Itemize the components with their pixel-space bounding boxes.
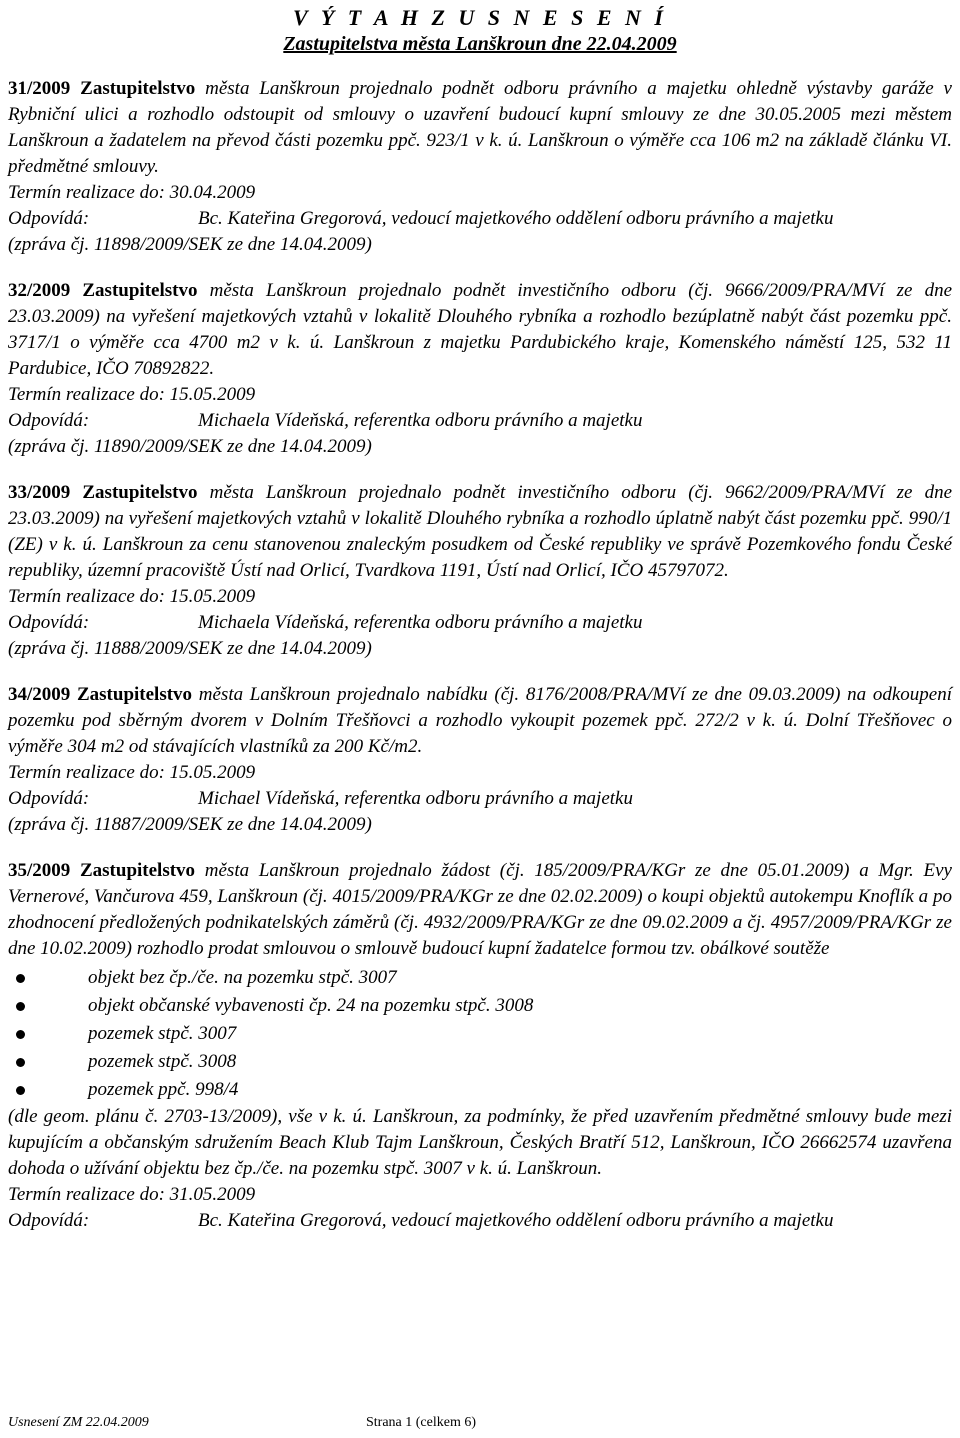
resolution-text: 31/2009 Zastupitelstvo města Lanškroun projednalo podnět odboru právního a majetku ohledně výstavby garáže v Rybniční ulici a rozhodlo odstoupit od smlouvy o uzavření budoucí kupní smlouvy ze dne 30.05.2005 mezi městem Lanškroun a žadatelem na převod části pozemku ppč. 923/1 v k. ú. Lanškroun o výměře cca 106 m2 na základě článku VI. předmětné smlouvy.: [8, 78, 952, 177]
responsible-label: Odpovídá:: [8, 1210, 90, 1231]
document-page: [8, 0, 952, 1234]
responsible: [8, 408, 952, 434]
resolution-text: 32/2009 Zastupitelstvo města Lanškroun projednalo podnět investičního odboru (čj. 9666/2009/PRA/MVí ze dne 23.03.2009) na vyřešení majetkových vztahů v lokalitě Dlouhého rybníka a rozhodlo bezúplatně nabýt část pozemku ppč. 3717/1 o výměře cca 4700 m2 v k. ú. Lanškroun z majetku Pardubického kraje, Komenského náměstí 125, 532 11 Pardubice, IČO 70892822.: [8, 280, 953, 379]
deadline: Termín realizace do: 30.04.2009: [8, 182, 256, 203]
document-subtitle: Zastupitelstva města Lanškroun dne 22.04.2009: [283, 33, 677, 55]
resolution-text: 34/2009 Zastupitelstvo města Lanškroun projednalo nabídku (čj. 8176/2008/PRA/MVí ze dne 09.03.2009) na odkoupení pozemku pod sběrným dvorem v Dolním Třešňovci a rozhodlo vykoupit pozemek ppč. 272/2 v k. ú. Dolní Třešňovec o výměře 304 m2 od stávajících vlastníků za 200 Kč/m2.: [8, 684, 952, 757]
resolution-number: 31/2009 Zastupitelstvo: [8, 78, 196, 99]
report-reference: (zpráva čj. 11890/2009/SEK ze dne 14.04.2009): [8, 436, 372, 457]
footer-document-ref: Usnesení ZM 22.04.2009: [8, 1415, 149, 1430]
responsible: [8, 786, 952, 812]
responsible-person: Michael Vídeňská, referentka odboru právního a majetku: [198, 788, 633, 809]
report-reference: (zpráva čj. 11887/2009/SEK ze dne 14.04.2009): [8, 814, 372, 835]
deadline: Termín realizace do: 15.05.2009: [8, 384, 256, 405]
resolution-item-32: [8, 278, 952, 460]
responsible-person: Bc. Kateřina Gregorová, vedoucí majetkového oddělení odboru právního a majetku: [198, 1210, 834, 1231]
deadline: Termín realizace do: 15.05.2009: [8, 586, 256, 607]
deadline: Termín realizace do: 15.05.2009: [8, 762, 256, 783]
list-item: pozemek stpč. 3007: [88, 1020, 952, 1048]
responsible-person: Michaela Vídeňská, referentka odboru právního a majetku: [198, 410, 643, 431]
deadline: Termín realizace do: 31.05.2009: [8, 1184, 256, 1205]
resolution-number: 33/2009 Zastupitelstvo: [8, 482, 198, 503]
resolution-item-34: [8, 682, 952, 838]
responsible-label: Odpovídá:: [8, 208, 90, 229]
list-item: objekt občanské vybavenosti čp. 24 na pozemku stpč. 3008: [88, 992, 952, 1020]
responsible-label: Odpovídá:: [8, 788, 90, 809]
responsible-label: Odpovídá:: [8, 410, 90, 431]
responsible-label: Odpovídá:: [8, 612, 90, 633]
page-footer: [8, 1415, 477, 1431]
document-title: V Ý T A H Z U S N E S E N Í: [293, 5, 667, 30]
resolution-item-31: [8, 76, 952, 258]
resolution-text: 33/2009 Zastupitelstvo města Lanškroun projednalo podnět investičního odboru (čj. 9662/2009/PRA/MVí ze dne 23.03.2009) na vyřešení majetkových vztahů v lokalitě Dlouhého rybníka a rozhodlo úplatně nabýt část pozemku ppč. 990/1 (ZE) v k. ú. Lanškroun za cenu stanovenou znaleckým posudkem od České republiky ve správě Pozemkového fondu České republiky, územní pracoviště Ústí nad Orlicí, Tvardkova 1191, Ústí nad Orlicí, IČO 45797072.: [8, 482, 953, 581]
responsible: [8, 610, 952, 636]
resolution-number: 35/2009 Zastupitelstvo: [8, 860, 196, 881]
list-item: objekt bez čp./če. na pozemku stpč. 3007: [88, 964, 952, 992]
report-reference: (zpráva čj. 11898/2009/SEK ze dne 14.04.2009): [8, 234, 372, 255]
resolution-text: 35/2009 Zastupitelstvo města Lanškroun projednalo žádost (čj. 185/2009/PRA/KGr ze dne 05.01.2009) a Mgr. Evy Vernerové, Vančurova 459, Lanškroun (čj. 4015/2009/PRA/KGr ze dne 02.02.2009) o koupi objektů autokempu Knoflík a po zhodnocení předložených podnikatelských záměrů (čj. 4932/2009/PRA/KGr ze dne 09.02.2009 a čj. 4957/2009/PRA/KGr ze dne 10.02.2009) rozhodlo prodat smlouvou o smlouvě budoucí kupní žadatelce formou tzv. obálkové soutěže: [8, 860, 952, 959]
responsible: [8, 1208, 952, 1234]
resolution-item-35: [8, 858, 952, 1234]
resolution-number: 34/2009 Zastupitelstvo: [8, 684, 193, 705]
list-item: pozemek stpč. 3008: [88, 1048, 952, 1076]
object-list: [8, 964, 952, 1104]
report-reference: (zpráva čj. 11888/2009/SEK ze dne 14.04.2009): [8, 638, 372, 659]
page-number: Strana 1 (celkem 6): [366, 1415, 477, 1430]
responsible-person: Bc. Kateřina Gregorová, vedoucí majetkového oddělení odboru právního a majetku: [198, 208, 834, 229]
resolution-number: 32/2009 Zastupitelstvo: [8, 280, 198, 301]
list-item: pozemek ppč. 998/4: [88, 1076, 952, 1104]
responsible-person: Michaela Vídeňská, referentka odboru právního a majetku: [198, 612, 643, 633]
responsible: [8, 206, 952, 232]
resolution-item-33: [8, 480, 952, 662]
resolution-tail: (dle geom. plánu č. 2703-13/2009), vše v k. ú. Lanškroun, za podmínky, že před uzavřením předmětné smlouvy bude mezi kupujícím a občanským sdružením Beach Klub Tajm Lanškroun, Českých Bratří 512, Lanškroun, IČO 26662574 uzavřena dohoda o užívání objektu bez čp./če. na pozemku stpč. 3007 v k. ú. Lanškroun.: [8, 1106, 952, 1179]
